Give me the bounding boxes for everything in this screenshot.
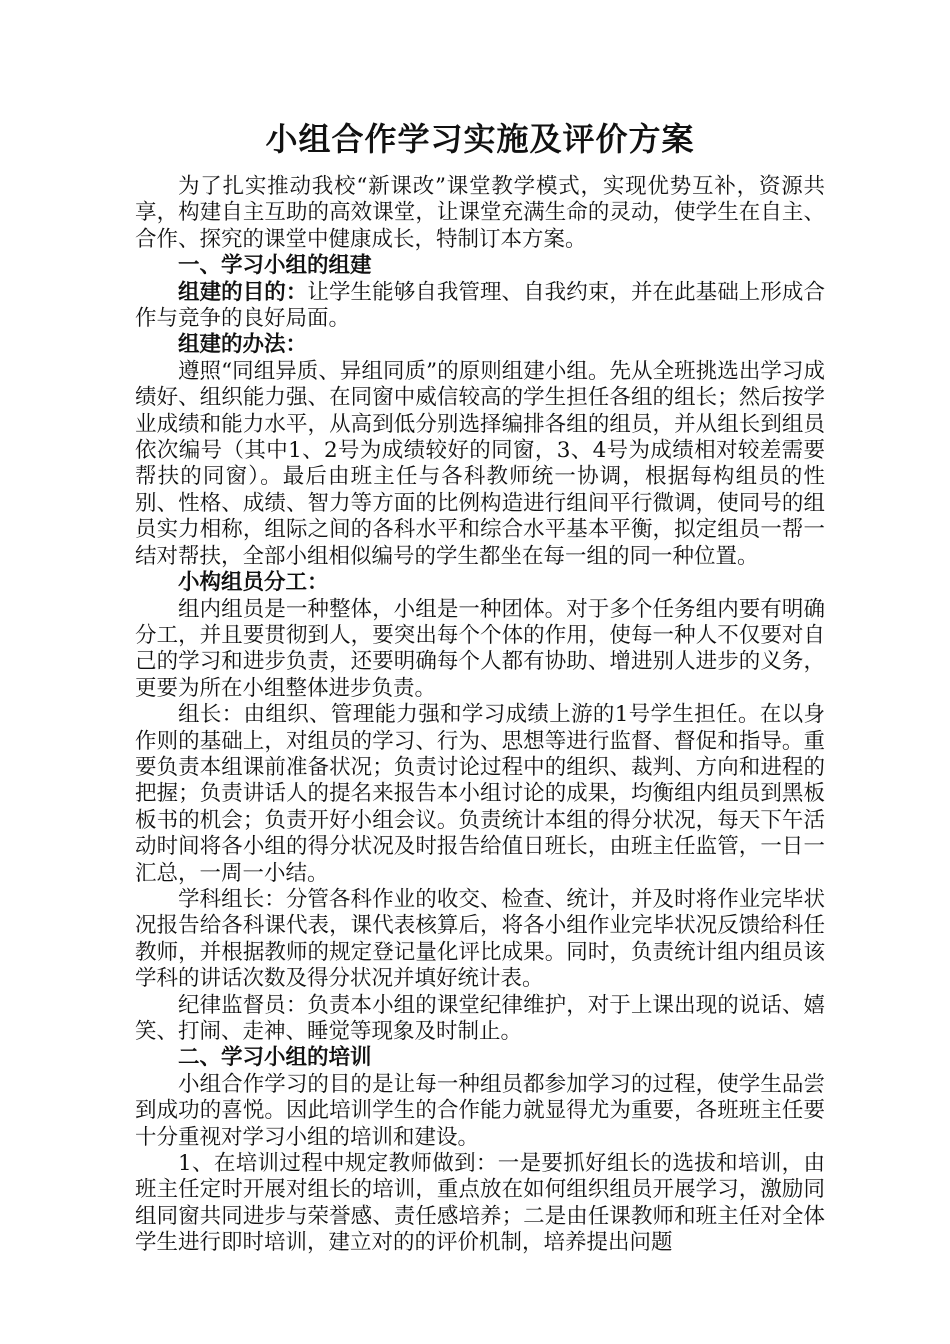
method-label: 组建的办法： [178, 332, 308, 358]
document-page [135, 114, 825, 1257]
document-title: 小组合作学习实施及评价方案 [265, 120, 695, 158]
purpose-text: 让学生能够自我管理、自我约束，并在此基础上形成合作与竞争的良好局面。 [135, 279, 825, 332]
purpose-paragraph [135, 280, 825, 333]
training-paragraph-1: 小组合作学习的目的是让每一种组员都参加学习的过程，使学生品尝到成功的喜悦。因此培训学生的合作能力就显得尤为重要，各班班主任要十分重视对学习小组的培训和建设。 [135, 1071, 825, 1150]
discipline-paragraph: 纪律监督员：负责本小组的课堂纪律维护，对于上课出现的说话、嬉笑、打闹、走神、睡觉等现象及时制止。 [135, 992, 825, 1044]
leader-paragraph: 组长：由组织、管理能力强和学习成绩上游的1号学生担任。在以身作则的基础上，对组员的学习、行为、思想等进行监督、督促和指导。重要负责本组课前准备状况；负责讨论过程中的组织、裁判、方向和进程的把握；负责讲话人的提名来报告本小组讨论的成果，均衡组内组员到黑板板书的机会；负责开好小组会议。负责统计本组的得分状况，每天下午活动时间将各小组的得分状况及时报告给值日班长，由班主任监管，一日一汇总，一周一小结。 [135, 702, 825, 886]
training-paragraph-2: 1、在培训过程中规定教师做到：一是要抓好组长的选拔和培训，由班主任定时开展对组长的培训，重点放在如何组织组员开展学习，激励同组同窗共同进步与荣誉感、责任感培养；二是由任课教师和班主任对全体学生进行即时培训，建立对的的评价机制，培养提出问题 [135, 1151, 825, 1256]
section-heading-1: 一、学习小组的组建 [178, 253, 372, 279]
division-label: 小构组员分工： [178, 570, 329, 596]
purpose-label: 组建的目的： [178, 279, 308, 305]
division-paragraph: 组内组员是一种整体，小组是一种团体。对于多个任务组内要有明确分工，并且要贯彻到人，要突出每个个体的作用，使每一种人不仅要对自己的学习和进步负责，还要明确每个人都有协助、增进别人进步的义务，更要为所在小组整体进步负责。 [135, 596, 825, 701]
section-heading-2: 二、学习小组的培训 [178, 1045, 372, 1071]
method-paragraph: 遵照“同组异质、异组同质”的原则组建小组。先从全班挑选出学习成绩好、组织能力强、在同窗中威信较高的学生担任各组的组长；然后按学业成绩和能力水平，从高到低分别选择编排各组的组员，并从组长到组员依次编号（其中1、2号为成绩较好的同窗，3、4号为成绩相对较差需要帮扶的同窗）。最后由班主任与各科教师统一协调，根据每构组员的性别、性格、成绩、智力等方面的比例构造进行组间平行微调，使同号的组员实力相称，组际之间的各科水平和综合水平基本平衡，拟定组员一帮一结对帮扶，全部小组相似编号的学生都坐在每一组的同一种位置。 [135, 358, 825, 569]
intro-paragraph: 为了扎实推动我校“新课改”课堂教学模式，实现优势互补，资源共享，构建自主互助的高效课堂，让课堂充满生命的灵动，使学生在自主、合作、探究的课堂中健康成长，特制订本方案。 [135, 174, 825, 252]
subject-leader-paragraph: 学科组长：分管各科作业的收交、检查、统计，并及时将作业完毕状况报告给各科课代表，课代表核算后，将各小组作业完毕状况反馈给科任教师，并根据教师的规定登记量化评比成果。同时，负责统计组内组员该学科的讲话次数及得分状况并填好统计表。 [135, 886, 825, 992]
